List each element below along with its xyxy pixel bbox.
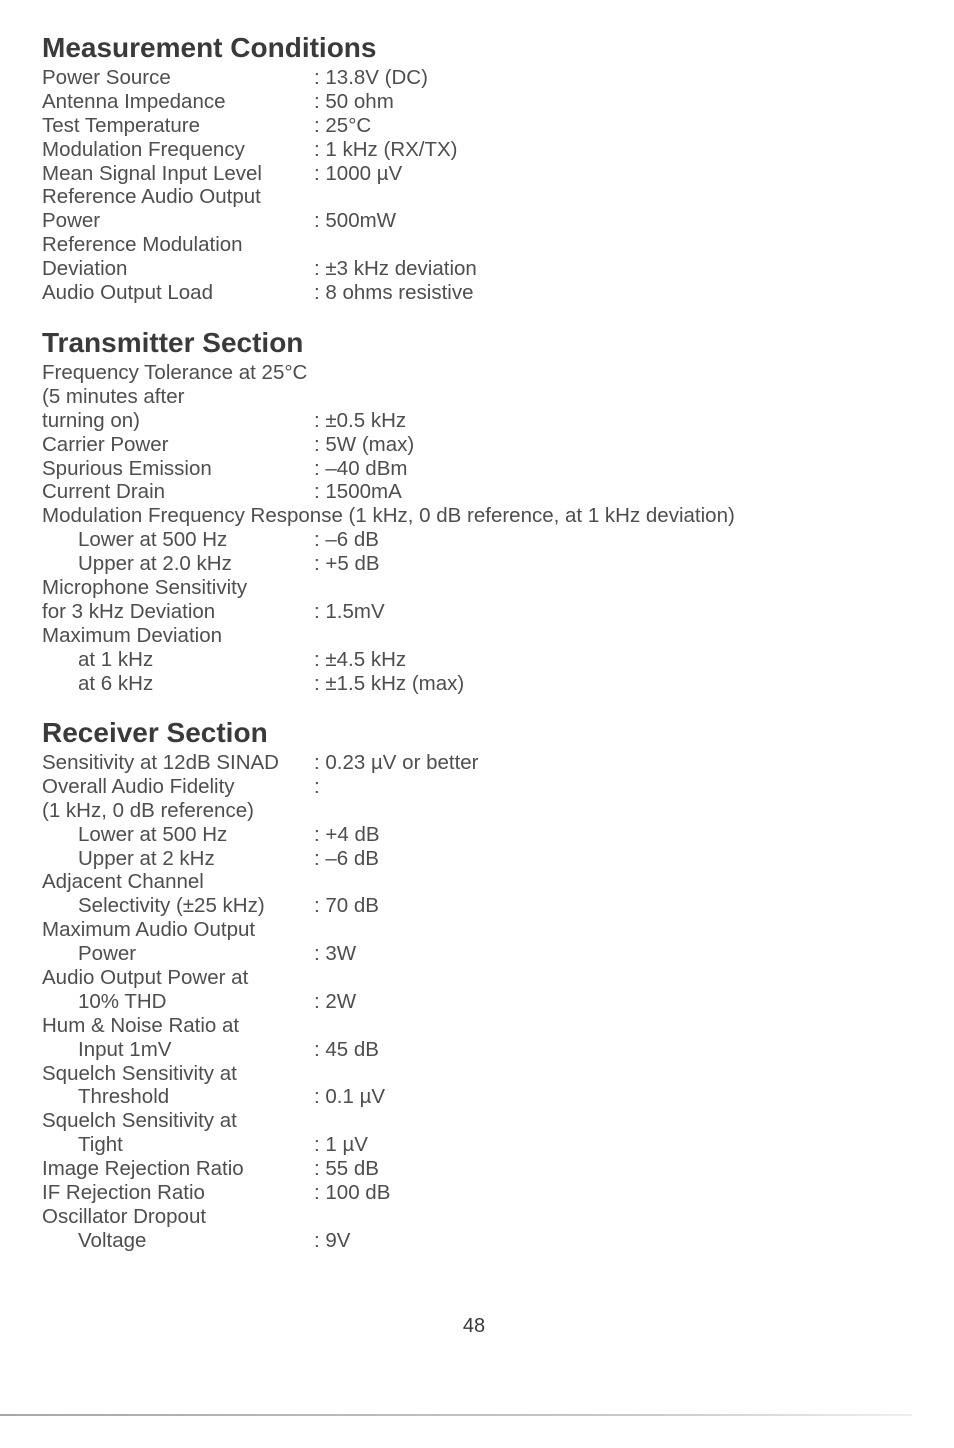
spec-row (42, 799, 922, 823)
spec-label: Sensitivity at 12dB SINAD (42, 751, 279, 774)
spec-label: Power Source (42, 66, 171, 89)
spec-row (42, 751, 922, 775)
spec-value: : 45 dB (314, 1037, 379, 1061)
spec-label: Maximum Deviation (42, 623, 222, 647)
spec-row (42, 1181, 922, 1205)
spec-row (42, 672, 922, 696)
spec-row (42, 600, 922, 624)
spec-value: : –40 dBm (314, 456, 408, 480)
spec-list (42, 361, 922, 695)
spec-label: Modulation Frequency (42, 137, 245, 161)
spec-label: Threshold (78, 1085, 170, 1109)
spec-row (42, 1062, 922, 1086)
spec-row (42, 1038, 922, 1062)
spec-row (42, 162, 922, 186)
spec-label: Voltage (78, 1228, 147, 1252)
page-number: 48 (462, 1315, 486, 1337)
spec-row (42, 966, 922, 990)
spec-row (42, 847, 922, 871)
spec-label: Audio Output Power at (42, 966, 249, 990)
spec-label: Spurious Emission (42, 456, 212, 480)
section-heading: Receiver Section (42, 717, 268, 748)
spec-row (42, 409, 922, 433)
spec-row (42, 138, 922, 162)
spec-label: Upper at 2.0 kHz (78, 552, 232, 576)
spec-value: : 9V (314, 1228, 351, 1252)
spec-value: : 5W (max) (314, 432, 415, 456)
spec-label: Power (42, 209, 101, 233)
transmitter-section (42, 325, 922, 695)
spec-row (42, 775, 922, 799)
section-heading: Measurement Conditions (42, 32, 377, 63)
spec-label: Power (78, 942, 137, 966)
spec-value: : (314, 774, 320, 798)
spec-label: for 3 kHz Deviation (42, 599, 216, 623)
spec-label: Microphone Sensitivity (42, 576, 248, 600)
spec-row (42, 624, 922, 648)
measurement-conditions-section (42, 30, 922, 305)
spec-row (42, 209, 922, 233)
spec-row (42, 361, 922, 385)
spec-label: Overall Audio Fidelity (42, 774, 235, 798)
spec-row (42, 823, 922, 847)
spec-value: : 3W (314, 942, 357, 966)
spec-value: : 25°C (314, 113, 372, 137)
spec-value: : 8 ohms resistive (314, 281, 474, 305)
spec-row (42, 1133, 922, 1157)
spec-label: Squelch Sensitivity at (42, 1109, 237, 1133)
spec-value: : 0.1 µV (314, 1085, 386, 1109)
spec-label: Oscillator Dropout (42, 1204, 207, 1228)
spec-row (42, 257, 922, 281)
spec-label: Lower at 500 Hz (78, 822, 228, 846)
bottom-divider (0, 1414, 912, 1416)
spec-label: Image Rejection Ratio (42, 1157, 244, 1181)
spec-value: : 1000 µV (314, 161, 403, 185)
spec-label: (5 minutes after (42, 384, 185, 408)
spec-value: : 1 µV (314, 1133, 368, 1157)
spec-row (42, 1085, 922, 1109)
spec-row (42, 114, 922, 138)
spec-label: Modulation Frequency Response (1 kHz, 0 dB reference, at 1 kHz deviation) (42, 504, 735, 528)
spec-label: turning on) (42, 408, 141, 432)
spec-row (42, 870, 922, 894)
spec-label: at 6 kHz (78, 671, 154, 695)
spec-label: Reference Modulation (42, 233, 243, 257)
spec-label: Adjacent Channel (42, 870, 204, 894)
spec-row (42, 648, 922, 672)
spec-value: : ±0.5 kHz (314, 408, 407, 432)
spec-value: : 13.8V (DC) (314, 66, 428, 89)
spec-value: : 100 dB (314, 1181, 391, 1205)
spec-row (42, 281, 922, 305)
spec-row (42, 1157, 922, 1181)
spec-row (42, 480, 922, 504)
spec-label: Tight (78, 1133, 123, 1157)
spec-label: Input 1mV (78, 1037, 172, 1061)
spec-label: 10% THD (78, 989, 167, 1013)
spec-row (42, 185, 922, 209)
spec-value: : 1 kHz (RX/TX) (314, 137, 458, 161)
section-heading: Transmitter Section (42, 327, 304, 358)
spec-row (42, 552, 922, 576)
spec-row (42, 1014, 922, 1038)
spec-label: Lower at 500 Hz (78, 528, 228, 552)
spec-label: Selectivity (±25 kHz) (78, 894, 265, 918)
spec-row (42, 942, 922, 966)
spec-label: Frequency Tolerance at 25°C (42, 361, 308, 384)
spec-label: Maximum Audio Output (42, 918, 256, 942)
spec-value: : 500mW (314, 209, 397, 233)
spec-row (42, 1109, 922, 1133)
spec-value: : 70 dB (314, 894, 379, 918)
spec-label: at 1 kHz (78, 647, 154, 671)
spec-row (42, 1205, 922, 1229)
spec-row (42, 385, 922, 409)
spec-row (42, 918, 922, 942)
spec-value: : –6 dB (314, 528, 379, 552)
spec-value: : 55 dB (314, 1157, 379, 1181)
spec-row (42, 990, 922, 1014)
spec-value: : ±1.5 kHz (max) (314, 671, 465, 695)
spec-label: Audio Output Load (42, 281, 213, 305)
spec-value: : +4 dB (314, 822, 380, 846)
spec-label: Mean Signal Input Level (42, 161, 262, 185)
spec-label: Test Temperature (42, 113, 201, 137)
spec-row (42, 504, 922, 528)
spec-value: : ±4.5 kHz (314, 647, 407, 671)
spec-row (42, 457, 922, 481)
spec-row (42, 66, 922, 90)
spec-value: : ±3 kHz deviation (314, 257, 477, 281)
spec-row (42, 1229, 922, 1253)
spec-value: : 2W (314, 989, 357, 1013)
spec-label: (1 kHz, 0 dB reference) (42, 798, 254, 822)
receiver-section (42, 715, 922, 1253)
spec-value: : 1.5mV (314, 599, 385, 623)
spec-row (42, 233, 922, 257)
spec-row (42, 576, 922, 600)
spec-row (42, 433, 922, 457)
spec-label: Carrier Power (42, 432, 169, 456)
spec-label: Squelch Sensitivity at (42, 1061, 237, 1085)
spec-label: Upper at 2 kHz (78, 846, 215, 870)
spec-value: : 1500mA (314, 480, 402, 504)
spec-label: Reference Audio Output (42, 185, 261, 209)
spec-label: IF Rejection Ratio (42, 1181, 205, 1205)
spec-value: : 0.23 µV or better (314, 751, 479, 774)
spec-row (42, 528, 922, 552)
spec-value: : +5 dB (314, 552, 380, 576)
spec-label: Hum & Noise Ratio at (42, 1013, 240, 1037)
spec-label: Current Drain (42, 480, 166, 504)
spec-value: : –6 dB (314, 846, 379, 870)
spec-list (42, 751, 922, 1253)
spec-label: Deviation (42, 257, 128, 281)
spec-row (42, 894, 922, 918)
spec-label: Antenna Impedance (42, 89, 226, 113)
spec-list (42, 66, 922, 305)
spec-value: : 50 ohm (314, 89, 394, 113)
spec-row (42, 90, 922, 114)
